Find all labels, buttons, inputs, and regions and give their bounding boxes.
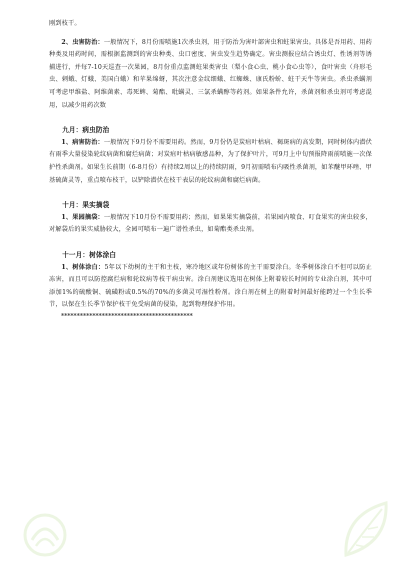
whitewash-body: 5年以下幼树的主干和主枝，寒冷地区或年份树体的主干需要涂白。冬季树体涂白不但可以防止冻害，而且可以防控腐烂病和轮纹病等枝干病虫害。涂白剂建议选用在树体上附着较长时间的专业涂白剂，其中可添加1%的硫酸铜、硫磺粉或0.5%的70%的多菌灵可湿性粉剂。涂白剂在树上的附着时间最好能跨过一个生长季节，以保在生长季节保护枝干免受病菌的侵染，起到物理保护作用。	[49, 263, 372, 309]
pest-control-paragraph	[49, 37, 372, 113]
whitewash-paragraph	[49, 262, 372, 312]
disease-control-paragraph	[49, 137, 372, 187]
september-heading: 九月：病虫防治	[62, 126, 110, 135]
watermark-leaf-icon	[336, 495, 394, 565]
october-heading: 十月：果实摘袋	[62, 201, 110, 210]
november-heading: 十一月：树体涂白	[62, 250, 117, 259]
pest-control-heading: 2、虫害防治：	[61, 38, 104, 46]
pest-control-body: 一般情况下，8月份需喷施1次杀虫剂，用于防治为害叶部害虫和蛀果害虫。具体是吾用药、用药种类及用药时间，需根据监测到的害虫种类、虫口密度、害虫发生趋势确定。害虫测报应结合诱虫灯、性诱剂等诱捕进行，并每7-10天巡查一次果园，8月份重点监测蛀果类害虫（梨小食心虫、桃小食心虫等），食叶害虫（舟形毛虫、刺蛾、灯蛾、美国白蛾）和苹果绵蚜，其次注意金纹细蛾、红蜘蛛、康氏粉蚧、蛀干天牛等害虫。杀虫杀螨剂可考虑甲维盐、阿维菌素、毒死蜱、菊酯、吡螨灵、三氯杀螨醇等药剂。如果条件允许，杀菌剂和杀虫剂可考虑混用，以减少用药次数	[49, 38, 372, 109]
bag-removal-body: 一般情况下10月份不需要用药；然而，如果果实摘袋前，若果园内喷食、叮食果实的害虫较多，对解袋后的果实威胁较大，全园可喷布一遍广谱性杀虫，如菊酯类杀虫剂。	[49, 213, 372, 234]
watermark-logo-icon	[20, 510, 70, 560]
disease-control-body: 一般情况下9月份不需要用药。然而，9月份仍是炭疽叶枯病、褐斑病的高发期，同时树体内潜伏有雨季大量侵染轮纹病菌和腐烂病菌；对炭疽叶枯病敏感品种，为了保护叶片，可9月上中旬预报降雨前喷施一次保护性杀菌剂。如果生长前期（6-8月份）有持续2周以上的持续阴雨，9月初需喷布内吸性杀菌剂，如苯醚甲环唑、甲基硫菌灵等，重点喷布枝干，以铲除潜伏在枝干表层的轮纹病菌和腐烂病菌。	[49, 138, 372, 184]
intro-line: 刚到枝干。	[49, 20, 81, 27]
disease-control-heading: 1、病害防治：	[61, 138, 104, 146]
whitewash-heading: 1、树体涂白：	[61, 263, 105, 271]
bag-removal-heading: 1、果园摘袋：	[61, 213, 104, 221]
document-body	[49, 18, 372, 322]
bag-removal-paragraph	[49, 212, 372, 237]
separator-line: ******************************************	[61, 312, 193, 320]
